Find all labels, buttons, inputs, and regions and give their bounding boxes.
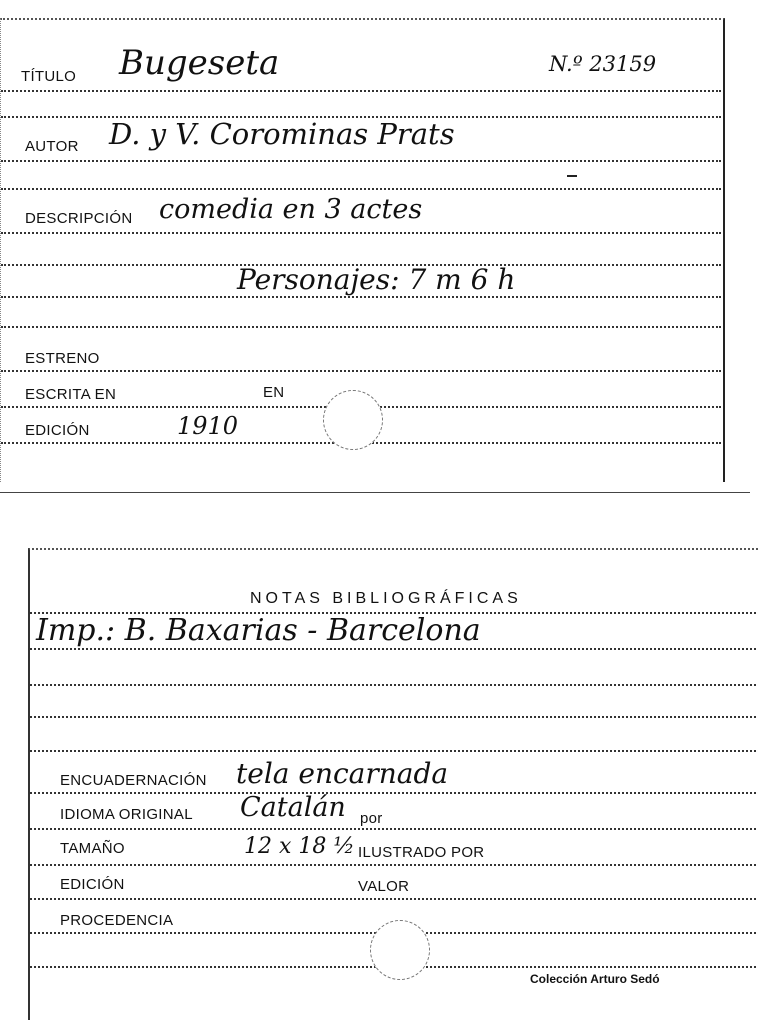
ruled-line <box>30 648 756 650</box>
dash-mark <box>567 175 577 177</box>
ruled-line <box>30 898 756 900</box>
ruled-line <box>30 716 756 718</box>
estreno-label: ESTRENO <box>25 350 100 367</box>
titulo-label: TÍTULO <box>21 68 77 85</box>
tamano-value: 12 x 18 ½ <box>244 834 355 859</box>
ruled-line <box>1 264 721 266</box>
edicion-label: EDICIÓN <box>25 422 90 439</box>
idioma-value: Catalán <box>240 792 346 823</box>
encuadernacion-value: tela encarnada <box>236 757 449 790</box>
catalog-card-front <box>0 18 725 482</box>
coleccion-credit: Colección Arturo Sedó <box>530 972 660 986</box>
valor-label: VALOR <box>358 878 410 895</box>
ruled-line <box>1 90 721 92</box>
por-label: por <box>360 810 383 827</box>
edicion-back-label: EDICIÓN <box>60 876 125 893</box>
ruled-line <box>1 370 721 372</box>
ruled-line <box>1 160 721 162</box>
tamano-label: TAMAÑO <box>60 840 125 857</box>
titulo-value: Bugeseta <box>119 43 280 83</box>
card-separator <box>0 492 750 493</box>
nota-value: Imp.: B. Baxarias - Barcelona <box>36 613 481 648</box>
en-label: EN <box>263 384 285 401</box>
idioma-label: IDIOMA ORIGINAL <box>60 806 193 823</box>
autor-value: D. y V. Corominas Prats <box>109 117 455 151</box>
ruled-line <box>1 326 721 328</box>
encuadernacion-label: ENCUADERNACIÓN <box>60 772 207 789</box>
ruled-line <box>30 750 756 752</box>
ruled-line <box>1 116 721 118</box>
ilustrado-label: ILUSTRADO POR <box>358 844 485 861</box>
autor-label: AUTOR <box>25 138 79 155</box>
personajes-value: Personajes: 7 m 6 h <box>237 263 516 296</box>
ruled-line <box>1 296 721 298</box>
punch-hole <box>370 920 430 980</box>
catalog-number: N.º 23159 <box>549 52 657 76</box>
notas-heading: NOTAS BIBLIOGRÁFICAS <box>250 590 522 607</box>
procedencia-label: PROCEDENCIA <box>60 912 174 929</box>
ruled-line <box>30 684 756 686</box>
ruled-line <box>1 188 721 190</box>
ruled-line <box>30 792 756 794</box>
edicion-value: 1910 <box>177 412 239 440</box>
escrita-en-label: ESCRITA EN <box>25 386 117 403</box>
ruled-line <box>1 232 721 234</box>
ruled-line <box>30 864 756 866</box>
punch-hole <box>323 390 383 450</box>
ruled-line <box>30 828 756 830</box>
descripcion-value: comedia en 3 actes <box>159 194 423 225</box>
catalog-card-back <box>28 548 758 1020</box>
descripcion-label: DESCRIPCIÓN <box>25 210 133 227</box>
